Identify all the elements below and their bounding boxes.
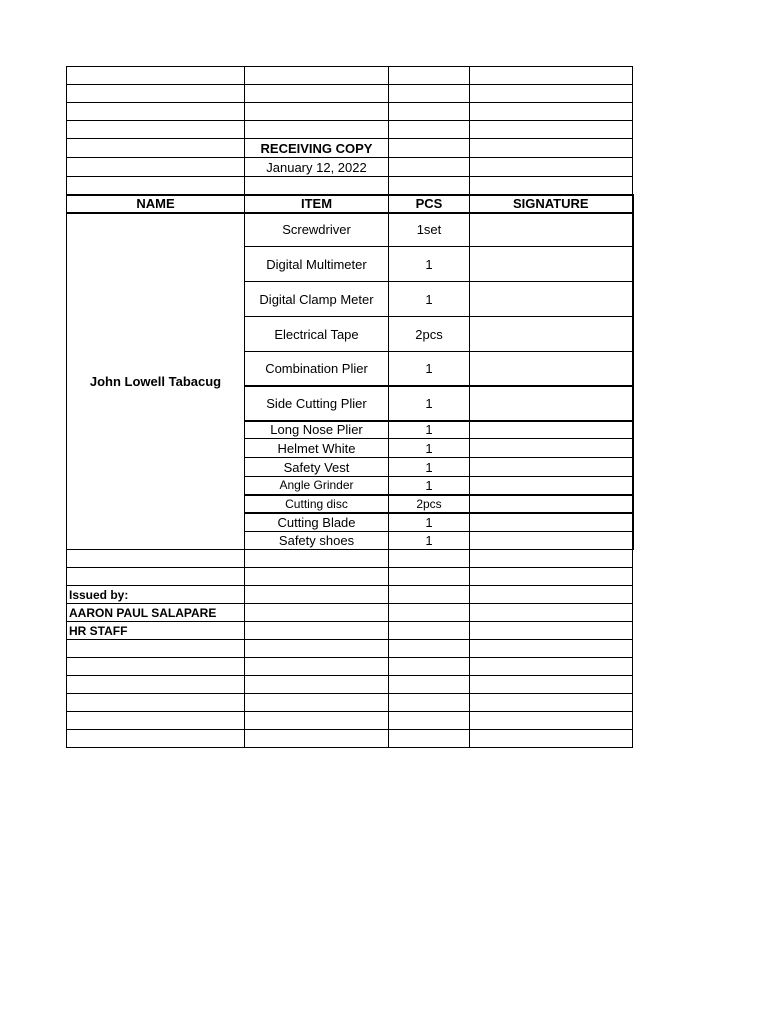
signature-cell[interactable] <box>470 495 633 513</box>
signature-cell[interactable] <box>470 247 633 282</box>
item-cell: Side Cutting Plier <box>245 386 389 421</box>
issuer-position-row <box>67 622 633 640</box>
document-title: RECEIVING COPY <box>245 139 389 158</box>
item-cell: Long Nose Plier <box>245 421 389 439</box>
pcs-cell: 1 <box>389 439 470 458</box>
issued-by-label: Issued by: <box>67 586 245 604</box>
item-cell: Screwdriver <box>245 213 389 247</box>
signature-cell[interactable] <box>470 282 633 317</box>
pcs-cell: 1 <box>389 352 470 386</box>
blank-row <box>67 730 633 748</box>
date-row <box>67 158 633 177</box>
issuer-position: HR STAFF <box>67 622 245 640</box>
blank-row <box>67 694 633 712</box>
column-header-pcs: PCS <box>389 195 470 213</box>
blank-row <box>67 103 633 121</box>
pcs-cell: 1 <box>389 532 470 550</box>
signature-cell[interactable] <box>470 213 633 247</box>
blank-row <box>67 550 633 568</box>
column-header-name: NAME <box>67 195 245 213</box>
column-header-row <box>67 195 633 213</box>
item-cell: Digital Multimeter <box>245 247 389 282</box>
issued-by-row <box>67 586 633 604</box>
column-header-signature: SIGNATURE <box>470 195 633 213</box>
signature-cell[interactable] <box>470 317 633 352</box>
blank-row <box>67 568 633 586</box>
signature-cell[interactable] <box>470 513 633 532</box>
item-cell: Safety Vest <box>245 458 389 477</box>
item-cell: Safety shoes <box>245 532 389 550</box>
pcs-cell: 1 <box>389 421 470 439</box>
blank-row <box>67 658 633 676</box>
blank-row <box>67 67 633 85</box>
blank-row <box>67 177 633 195</box>
table-row <box>67 213 633 247</box>
signature-cell[interactable] <box>470 352 633 386</box>
item-cell: Combination Plier <box>245 352 389 386</box>
blank-row <box>67 676 633 694</box>
pcs-cell: 1 <box>389 282 470 317</box>
signature-cell[interactable] <box>470 439 633 458</box>
pcs-cell: 2pcs <box>389 317 470 352</box>
item-cell: Angle Grinder <box>245 477 389 495</box>
pcs-cell: 1 <box>389 513 470 532</box>
blank-row <box>67 712 633 730</box>
blank-row <box>67 85 633 103</box>
signature-cell[interactable] <box>470 532 633 550</box>
column-header-item: ITEM <box>245 195 389 213</box>
item-cell: Cutting Blade <box>245 513 389 532</box>
signature-cell[interactable] <box>470 386 633 421</box>
issuer-name-row <box>67 604 633 622</box>
document-date: January 12, 2022 <box>245 158 389 177</box>
signature-cell[interactable] <box>470 421 633 439</box>
signature-cell[interactable] <box>470 477 633 495</box>
receiving-copy-table <box>66 66 634 748</box>
blank-row <box>67 640 633 658</box>
signature-cell[interactable] <box>470 458 633 477</box>
blank-row <box>67 121 633 139</box>
item-cell: Digital Clamp Meter <box>245 282 389 317</box>
pcs-cell: 1 <box>389 458 470 477</box>
item-cell: Electrical Tape <box>245 317 389 352</box>
pcs-cell: 1 <box>389 247 470 282</box>
pcs-cell: 1 <box>389 386 470 421</box>
pcs-cell: 1 <box>389 477 470 495</box>
title-row <box>67 139 633 158</box>
item-cell: Helmet White <box>245 439 389 458</box>
issuer-name: AARON PAUL SALAPARE <box>67 604 245 622</box>
pcs-cell: 1set <box>389 213 470 247</box>
item-cell: Cutting disc <box>245 495 389 513</box>
recipient-name: John Lowell Tabacug <box>67 213 245 550</box>
pcs-cell: 2pcs <box>389 495 470 513</box>
